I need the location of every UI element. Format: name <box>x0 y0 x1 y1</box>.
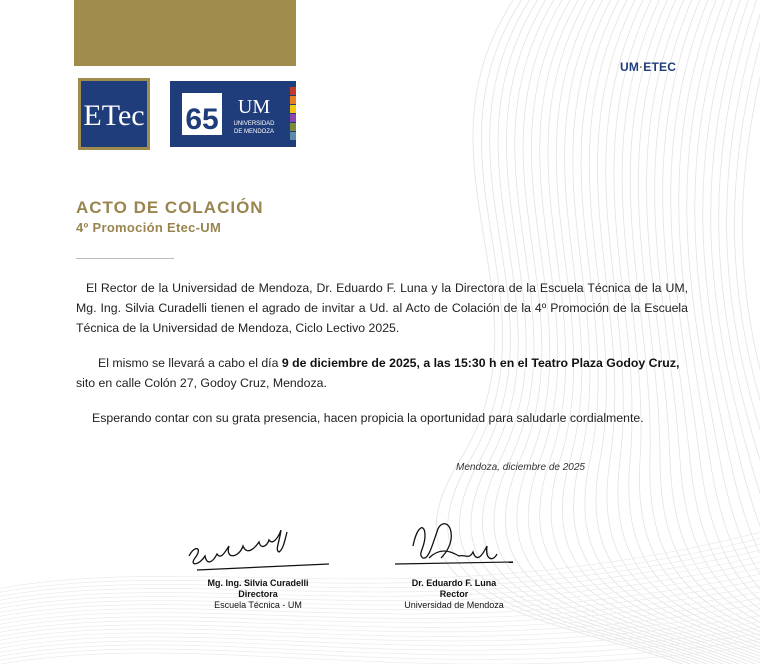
wave-line <box>0 596 760 634</box>
wave-line <box>711 0 760 664</box>
page-title: ACTO DE COLACIÓN <box>76 198 264 217</box>
signer-org: Escuela Técnica - UM <box>214 600 302 610</box>
um-etec-brand-tag <box>620 60 676 74</box>
signer-role: Rector <box>439 589 469 599</box>
wave-line <box>727 0 760 664</box>
invitation-paragraph: El Rector de la Universidad de Mendoza, Dr. Eduardo F. Luna y la Directora de la Escuela Técnica de la UM, Mg. Ing. Silvia Curadelli tienen el agrado de invitar a Ud. al Acto de Colación de la 4º Promoción de la Escuela Técnica de la Universidad de Mendoza, Ciclo Lectivo 2025. <box>76 281 688 335</box>
event-details-start: El mismo se llevará a cabo el día <box>98 356 282 370</box>
um-logo-line1: UNIVERSIDAD <box>233 121 275 127</box>
etec-logo-text: ETec <box>83 99 145 132</box>
signer-role: Directora <box>238 589 278 599</box>
um-logo-letters: UM <box>237 96 271 118</box>
closing-paragraph: Esperando contar con su grata presencia, hacen propicia la oportunidad para saludarle cordialmente. <box>92 411 644 425</box>
page-subtitle: 4º Promoción Etec-UM <box>76 220 222 235</box>
etec-logo <box>78 78 150 150</box>
um-logo-badge: 65 <box>185 103 219 136</box>
signature-curadelli <box>183 530 333 578</box>
signature-luna <box>389 516 519 578</box>
event-details-end: sito en calle Colón 27, Godoy Cruz, Mendoza. <box>76 376 327 390</box>
logo-color-stripe <box>290 87 296 95</box>
brand-etec: ETEC <box>643 60 677 74</box>
brand-dot: · <box>639 60 644 74</box>
logo-color-stripe <box>290 96 296 104</box>
signer-name: Dr. Eduardo F. Luna <box>411 578 497 588</box>
um-logo-color-stripes <box>290 87 296 140</box>
title-divider <box>76 258 174 259</box>
logo-color-stripe <box>290 114 296 122</box>
um-65-anniversary-logo <box>170 81 296 147</box>
logo-color-stripe <box>290 123 296 131</box>
brand-um: UM <box>620 60 640 74</box>
gold-header-bar <box>74 0 296 66</box>
signer-org: Universidad de Mendoza <box>404 600 504 610</box>
place-date: Mendoza, diciembre de 2025 <box>456 462 585 473</box>
logo-color-stripe <box>290 132 296 140</box>
signature-block-directora <box>180 530 336 611</box>
logo-color-stripe <box>290 105 296 113</box>
event-details-paragraph <box>76 353 688 393</box>
wave-line <box>679 0 760 664</box>
event-date-place: 9 de diciembre de 2025, a las 15:30 h en el Teatro Plaza Godoy Cruz, <box>281 356 680 370</box>
um-logo-line2: DE MENDOZA <box>233 129 275 135</box>
signature-block-rector <box>384 516 524 611</box>
signer-name: Mg. Ing. Silvia Curadelli <box>207 578 309 588</box>
